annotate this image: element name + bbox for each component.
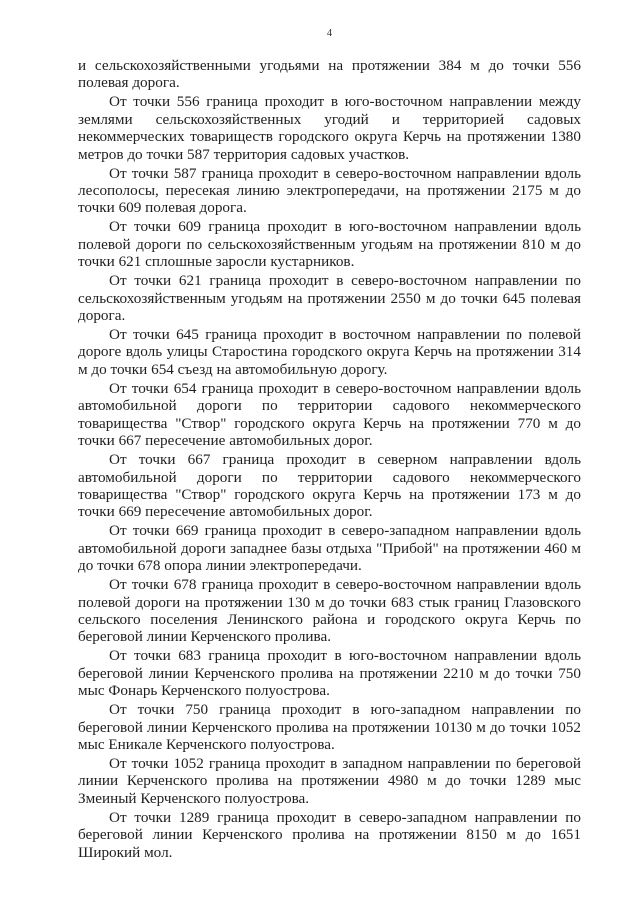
paragraph-14: От точки 1289 граница проходит в северо-западном направлении по береговой линии Керченского пролива на протяжении 8150 м до 1651 Широкий мол.	[78, 808, 581, 861]
paragraph-7: От точки 654 граница проходит в северо-восточном направлении вдоль автомобильной дороги по территории садового некоммерческого товарищества "Створ" городского округа Керчь на протяжении 770 м до точки 667 пересечение автомобильных дорог.	[78, 379, 581, 450]
paragraph-2: От точки 556 граница проходит в юго-восточном направлении между землями сельскохозяйственных угодий и территорией садовых некоммерческих товариществ городского округа Керчь на протяжении 1380 метров до точки 587 территория садовых участков.	[78, 93, 581, 163]
page-number: 4	[326, 28, 333, 39]
paragraph-10: От точки 678 граница проходит в северо-восточном направлении вдоль полевой дороги на протяжении 130 м до точки 683 стык границ Глазовского сельского поселения Ленинского района и городского округа Керчь по береговой линии Керченского пролива.	[78, 576, 581, 646]
paragraph-11: От точки 683 граница проходит в юго-восточном направлении вдоль береговой линии Керченского пролива на протяжении 2210 м до точки 750 мыс Фонарь Керченского полуострова.	[78, 647, 581, 700]
paragraph-4: От точки 609 граница проходит в юго-восточном направлении вдоль полевой дороги по сельскохозяйственным угодьям на протяжении 810 м до точки 621 сплошные заросли кустарников.	[78, 218, 581, 271]
paragraph-12: От точки 750 граница проходит в юго-западном направлении по береговой линии Керченского пролива на протяжении 10130 м до точки 1052 мыс Еникале Керченского полуострова.	[78, 701, 581, 753]
paragraph-1: и сельскохозяйственными угодьями на протяжении 384 м до точки 556 полевая дорога.	[78, 57, 581, 92]
paragraph-13: От точки 1052 граница проходит в западном направлении по береговой линии Керченского пролива на протяжении 4980 м до точки 1289 мыс Змеиный Керченского полуострова.	[78, 754, 581, 807]
paragraph-8: От точки 667 граница проходит в северном направлении вдоль автомобильной дороги по территории садового некоммерческого товарищества "Створ" городского округа Керчь на протяжении 173 м до точки 669 пересечение автомобильных дорог.	[78, 451, 581, 521]
paragraph-6: От точки 645 граница проходит в восточном направлении по полевой дороге вдоль улицы Старостина городского округа Керчь на протяжении 314 м до точки 654 съезд на автомобильную дорогу.	[78, 326, 581, 378]
paragraph-3: От точки 587 граница проходит в северо-восточном направлении вдоль лесополосы, пересекая линию электропередачи, на протяжении 2175 м до точки 609 полевая дорога.	[78, 164, 581, 217]
paragraph-5: От точки 621 граница проходит в северо-восточном направлении по сельскохозяйственным угодьям на протяжении 2550 м до точки 645 полевая дорога.	[78, 272, 581, 325]
paragraph-9: От точки 669 граница проходит в северо-западном направлении вдоль автомобильной дороги западнее базы отдыха "Прибой" на протяжении 460 м до точки 678 опора линии электропередачи.	[78, 522, 581, 575]
